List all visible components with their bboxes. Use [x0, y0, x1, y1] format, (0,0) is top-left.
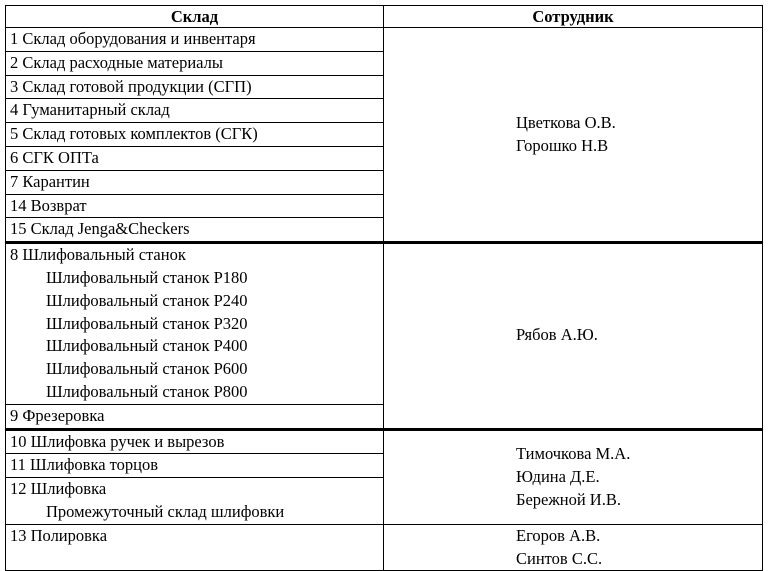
- warehouse-cell: 6 СГК ОПТа: [6, 146, 384, 170]
- employee-name: Синтов С.С.: [516, 548, 603, 568]
- table-row: [6, 243, 763, 405]
- warehouse-cell: 2 Склад расходные материалы: [6, 51, 384, 75]
- sub-warehouse-label: Шлифовальный станок P400: [46, 336, 248, 356]
- sub-warehouse-label: Шлифовальный станок P800: [46, 381, 248, 401]
- employee-cell: [384, 28, 763, 243]
- table-row: [6, 28, 763, 52]
- sub-warehouse-label: Шлифовальный станок P320: [46, 313, 248, 333]
- warehouse-cell: 1 Склад оборудования и инвентаря: [6, 28, 384, 52]
- table-body: [6, 28, 763, 571]
- warehouse-cell: [6, 478, 384, 525]
- table-row: [6, 524, 763, 571]
- warehouse-cell: 14 Возврат: [6, 194, 384, 218]
- warehouse-cell: 3 Склад готовой продукции (СГП): [6, 75, 384, 99]
- employee-name: Бережной И.В.: [516, 489, 621, 509]
- warehouse-cell: 11 Шлифовка торцов: [6, 454, 384, 478]
- sub-warehouse-label: Промежуточный склад шлифовки: [46, 501, 285, 521]
- warehouse-cell: 4 Гуманитарный склад: [6, 99, 384, 123]
- warehouse-cell: 10 Шлифовка ручек и вырезов: [6, 429, 384, 454]
- table-row: [6, 429, 763, 454]
- warehouse-label: 12 Шлифовка: [10, 479, 107, 499]
- warehouse-cell: 13 Полировка: [6, 524, 384, 571]
- employee-name: Цветкова О.В.: [516, 112, 616, 132]
- warehouse-cell: [6, 243, 384, 405]
- header-row: [6, 6, 763, 28]
- employee-column-header: Сотрудник: [384, 6, 763, 28]
- employee-name: Горошко Н.В: [516, 135, 609, 155]
- warehouse-label: 8 Шлифовальный станок: [10, 245, 186, 265]
- warehouse-cell: 9 Фрезеровка: [6, 404, 384, 429]
- employee-cell: [384, 243, 763, 429]
- employee-name: Рябов А.Ю.: [516, 325, 598, 345]
- sub-warehouse-label: Шлифовальный станок P600: [46, 359, 248, 379]
- employee-cell: [384, 429, 763, 524]
- sub-warehouse-label: Шлифовальный станок P240: [46, 290, 248, 310]
- employee-cell: [384, 524, 763, 571]
- warehouse-column-header: Склад: [6, 6, 384, 28]
- employee-name: Юдина Д.Е.: [516, 466, 600, 486]
- employee-name: Егоров А.В.: [516, 525, 601, 545]
- sub-warehouse-label: Шлифовальный станок P180: [46, 267, 248, 287]
- employee-name: Тимочкова М.А.: [516, 443, 631, 463]
- warehouse-employee-table: [5, 5, 763, 571]
- warehouse-cell: 5 Склад готовых комплектов (СГК): [6, 123, 384, 147]
- warehouse-cell: 15 Склад Jenga&Checkers: [6, 218, 384, 243]
- warehouse-cell: 7 Карантин: [6, 170, 384, 194]
